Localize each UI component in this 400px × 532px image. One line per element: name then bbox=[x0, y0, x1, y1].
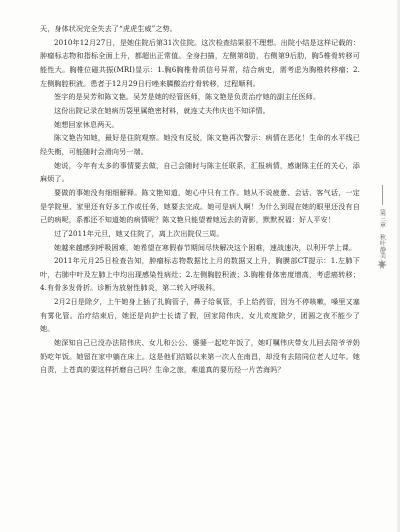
paragraph-13: 她深知自己已没办法陪伟庆、女儿和公公、婆婆一起吃年饭了，她叮嘱伟庆带女儿回去陪爷爷奶奶吃年饭。她留在家中躺在床上。这是他们结婚以来第一次人在南昌，却没有去陪同位老人过年。她自责，上苍真的要这样折磨自己吗？生命之旅，难道真的要历经一片苦海吗？ bbox=[40, 338, 360, 375]
paragraph-6: 陈文艳告知她，最好是住院观察。她没有反驳，陈文艳再次警示：病情在恶化！生命的水平线已经失衡，可能随时会滑向另一端。 bbox=[40, 133, 360, 156]
paragraph-7: 她说，今年有太多的事情要去做，自己会随时与陈主任联系，汇报病情，感谢陈主任的关心，添麻烦了。 bbox=[40, 160, 360, 184]
chapter-title: 秋叶静美 bbox=[378, 233, 386, 259]
paragraph-9: 过了2011年元旦，她又住院了，离上次出院仅三周。 bbox=[54, 228, 224, 238]
leaf-icon bbox=[376, 258, 388, 270]
paragraph-4: 这份出院记录在她病历袋里属绝密材料，就连丈夫伟庆也不知详情。 bbox=[54, 105, 270, 115]
chapter-number: 第三章 bbox=[378, 209, 386, 228]
paragraph-8: 要做的事她没有细细解释。陈文艳知道，她心中只有工作。她从不说疲惫、会话、客气话，一定是学院里、家里还有好多工作或任务，她要去完成。她可是病人啊！为什么到现在她的眼里还没有自己的病呢，系都还不知道她的病情呢？陈文艳只能望着她远去的背影，默默祝福：好人平安！ bbox=[40, 187, 360, 225]
paragraph-12: 2月2日是除夕，上午她身上插了扎胸管子，鼻子给氧管，手上给药管，因为不停咳嗽，嗓里又塞有雾化管。治疗结束后，她还是向护士长请了假，回家陪伟庆、女儿欢度除夕，团圆之夜不能少了她。 bbox=[40, 297, 360, 334]
paragraph-1: 天，身体状况完全失去了“虎虎生威”之势。 bbox=[40, 24, 177, 33]
side-divider bbox=[382, 185, 383, 205]
chapter-side-marker bbox=[376, 185, 388, 258]
paragraph-3: 签字的是吴芳和陈文艳。吴芳是她的经管医师，陈文艳是负责治疗她的副主任医师。 bbox=[54, 92, 321, 102]
paragraph-2: 2010年12月27日，是她住院后第31次住院。这次检查结果很不理想。出院小结是这样记载的：肿瘤标志物和指标全面上升，都超出正常值。全身扫描，左侧第8肋，右侧第9后肋，胸5椎骨转移可能性大。胸椎位磁共振(MRI)显示：1.胸6胸椎骨质信号异常，结合病史，需考虑为胸椎转移瘤；2.左侧胸腔积液。患者于12月29日行唑来膦酸治疗骨转移，过程顺利。 bbox=[40, 37, 360, 88]
paragraph-5: 她想回家休息两天。 bbox=[54, 119, 119, 129]
paragraph-10: 她越来越感到呼吸困难，她希望在寒假春节期间尽快解决这个困难，速战速决，以利开学上课。 bbox=[54, 242, 357, 252]
paragraph-11: 2011年元月25日检查告知，肿瘤标志物数据比上月的数据又上升，胸膜部CT提示：1.左肺下叶，右肺中叶及左肺上中均出现感染性病灶；2.左侧胸腔积液；3.胸椎骨体密度增高，考虑癌转移；4.有骨多发骨折。诊断为放射性肺炎，第二转入呼吸科。 bbox=[40, 256, 360, 293]
page-content bbox=[40, 22, 360, 377]
